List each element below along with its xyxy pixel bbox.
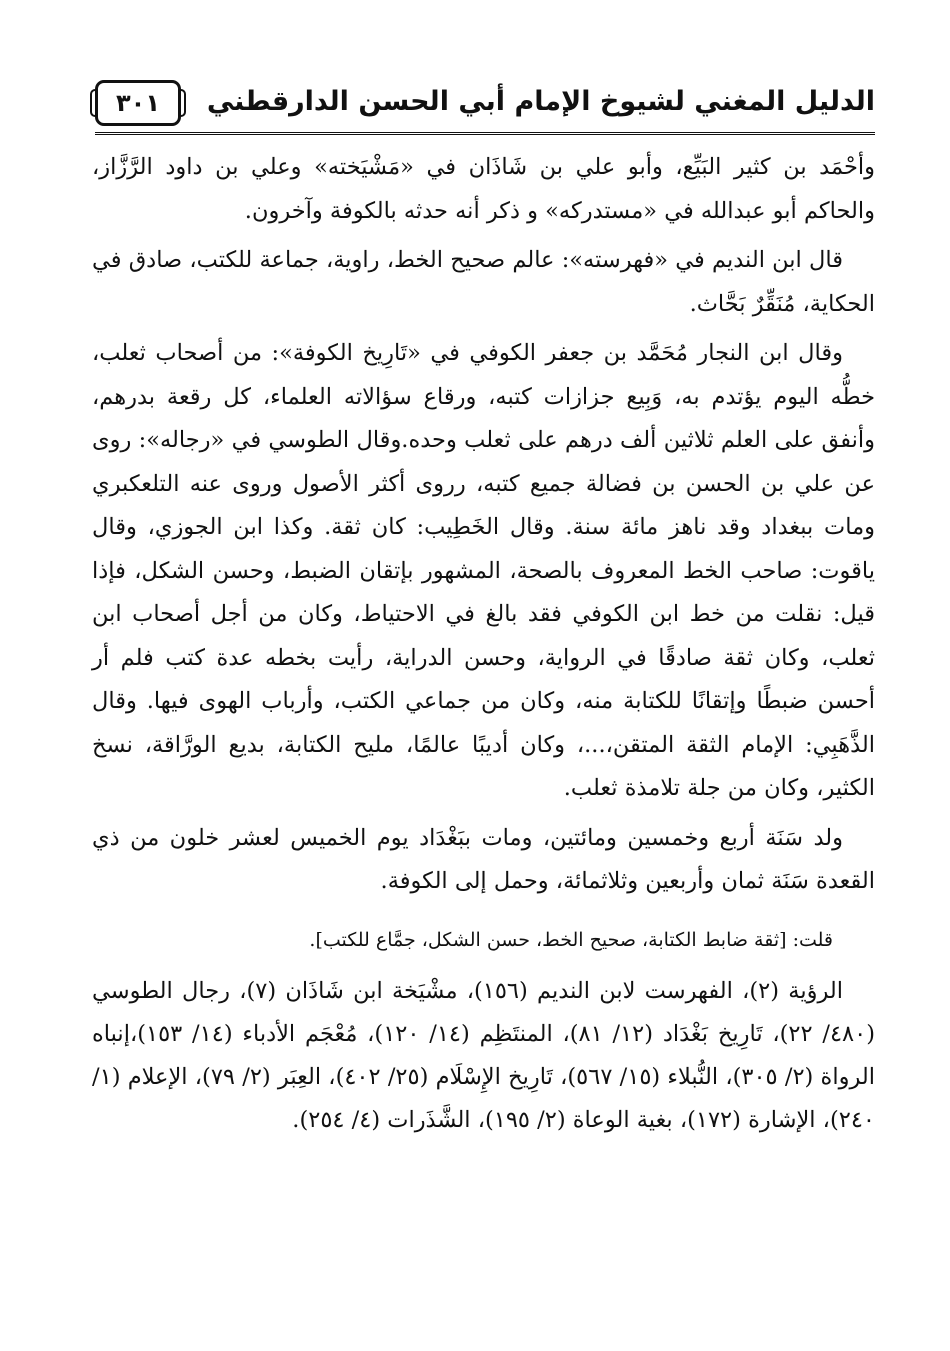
paragraph-3: وقال ابن النجار مُحَمَّد بن جعفر الكوفي في «تَارِيخ الكوفة»: من أصحاب ثعلب، خطُّه اليوم يؤتدم به، وَبِيع جزازات كتبه، ورقاع سؤالاته العلماء، كل رقعة بدرهم، وأنفق على العلم ثلاثين ألف درهم على ثعلب وحده.وقال الطوسي في «رجاله»: روى عن علي بن الحسن بن فضالة جميع كتبه، رروى أكثر الأصول وروى عنه التلعكبري ومات ببغداد وقد ناهز مائة سنة. وقال الخَطِيب: كان ثقة. وكذا ابن الجوزي، وقال ياقوت: صاحب الخط المعروف بالصحة، المشهور بإتقان الضبط، وحسن الشكل، فإذا قيل: نقلت من خط ابن الكوفي فقد بالغ في الاحتياط، وكان من أجل أصحاب ابن ثعلب، وكان ثقة صادقًا في الرواية، وحسن الدراية، رأيت بخطه عدة كتب فلم أر أحسن ضبطًا وإتقانًا للكتابة منه، وكان من جماعي الكتب، وأرباب الهوى فيها. وقال الذَّهَبِي: الإمام الثقة المتقن،...، وكان أديبًا عالمًا، مليح الكتابة، بديع الورَّاقة، نسخ الكثير، وكان من جلة تلامذة ثعلب. [92, 340, 875, 801]
body-text [92, 146, 875, 1142]
references: الرؤية (٢)، الفهرست لابن النديم (١٥٦)، مشْيَخة ابن شَاذَان (٧)، رجال الطوسي (٤٨٠/ ٢٢)، تَارِيخ بَغْدَاد (١٢/ ٨١)، المنتَظِم (١٤/ ١٢٠)، مُعْجَم الأدباء (١٤/ ١٥٣)،إنباه الرواة (٢/ ٣٠٥)، النُّبلاء (١٥/ ٥٦٧)، تَارِيخ الإِسْلَام (٢٥/ ٤٠٢)، العِبَر (٢/ ٧٩)، الإعلام (١/ ٢٤٠)، الإشارة (١٧٢)، بغية الوعاة (٢/ ١٩٥)، الشَّذَرات (٤/ ٢٥٤). [92, 977, 876, 1133]
page-number: ٣٠١ [95, 80, 181, 126]
running-title: الدليل المغني لشيوخ الإمام أبي الحسن الدارقطني [206, 86, 875, 117]
page-header [95, 72, 875, 132]
paragraph-1: وأحْمَد بن كثير البَيِّع، وأبو علي بن شَاذَان في «مَشْيَخته» وعلي بن داود الرَّزَّاز، والحاكم أبو عبدالله في «مستدركه» و ذكر أنه حدثه بالكوفة وآخرون. [92, 154, 875, 224]
header-divider [95, 132, 875, 135]
paragraph-2: قال ابن النديم في «فهرسته»: عالم صحيح الخط، راوية، جماعة للكتب، صادق في الحكاية، مُنَقِّرٌ بَحَّاث. [92, 247, 875, 317]
author-note: قلت: [ثقة ضابط الكتابة، صحيح الخط، حسن الشكل، جمَّاع للكتب]. [309, 928, 833, 951]
paragraph-4: ولد سَنَة أربع وخمسين ومائتين، ومات ببَغْدَاد يوم الخميس لعشر خلون من ذي القعدة سَنَة ثمان وأربعين وثلاثمائة، وحمل إلى الكوفة. [92, 824, 875, 894]
